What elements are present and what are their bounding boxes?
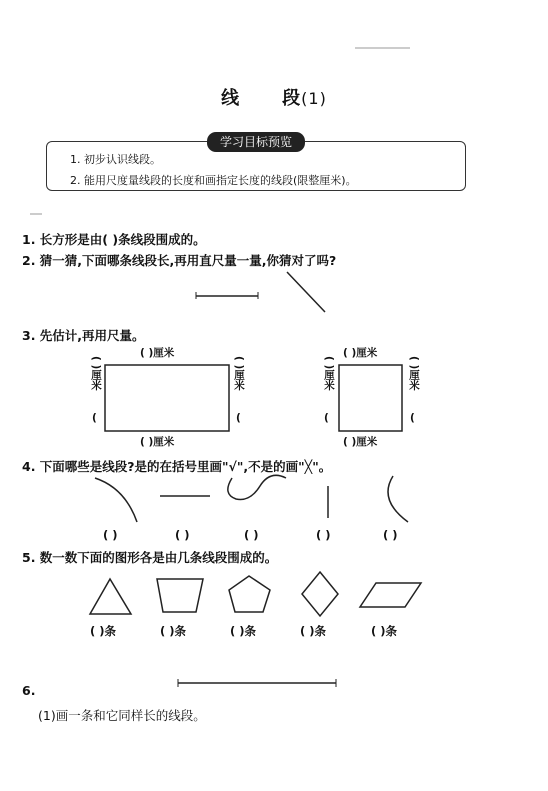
answer-blank-4e[interactable]: ( ) [383, 528, 398, 542]
rect-bottom-label: ( )厘米 [140, 436, 175, 448]
square-left-label: ( )厘米 [323, 356, 335, 391]
square-bottom-label: ( )厘米 [343, 436, 378, 448]
answer-blank-4b[interactable]: ( ) [175, 528, 190, 542]
title-number: (1) [301, 89, 327, 108]
q5-pentagon [229, 576, 270, 612]
answer-blank-4a[interactable]: ( ) [103, 528, 118, 542]
question-6-number: 6. [22, 683, 36, 698]
rect-left-label: ( )厘米 [90, 356, 102, 391]
question-4: 4. 下面哪些是线段?是的在括号里画"√",不是的画"╳"。 [22, 459, 332, 474]
rect-top-label: ( )厘米 [140, 347, 175, 359]
goals-heading: 学习目标预览 [207, 132, 305, 152]
q6-reference-segment [178, 679, 336, 687]
q4-curve-c [388, 476, 408, 522]
title-main: 线 [221, 88, 241, 109]
rect-right-label: ( )厘米 [233, 356, 245, 391]
q5-parallelogram [360, 583, 421, 607]
q2-slanted-segment [287, 272, 325, 312]
question-6-part-1: (1)画一条和它同样长的线段。 [38, 708, 206, 723]
question-3: 3. 先估计,再用尺量。 [22, 328, 145, 343]
answer-blank-5a[interactable]: ( )条 [90, 624, 117, 638]
square-top-label: ( )厘米 [343, 347, 378, 359]
answer-blank-4d[interactable]: ( ) [316, 528, 331, 542]
goal-item-2: 2. 能用尺度量线段的长度和画指定长度的线段(限整厘米)。 [70, 174, 357, 187]
goal-item-1: 1. 初步认识线段。 [70, 153, 161, 166]
square-left-paren: ( [324, 412, 329, 424]
q5-triangle [90, 579, 131, 614]
q5-trapezoid [157, 579, 203, 612]
answer-blank-5b[interactable]: ( )条 [160, 624, 187, 638]
q4-curve-arc [95, 478, 137, 522]
square-right-paren: ( [410, 412, 415, 424]
rect-left-paren: ( [92, 412, 97, 424]
square-right-label: ( )厘米 [408, 356, 420, 391]
rect-right-paren: ( [236, 412, 241, 424]
q3-square [339, 365, 402, 431]
title-sub: 段 [282, 88, 302, 109]
answer-blank-5e[interactable]: ( )条 [371, 624, 398, 638]
answer-blank-5d[interactable]: ( )条 [300, 624, 327, 638]
q4-wave-curve [228, 475, 286, 499]
answer-blank-5c[interactable]: ( )条 [230, 624, 257, 638]
question-1: 1. 长方形是由( )条线段围成的。 [22, 232, 206, 247]
question-5: 5. 数一数下面的图形各是由几条线段围成的。 [22, 550, 278, 565]
question-2: 2. 猜一猜,下面哪条线段长,再用直尺量一量,你猜对了吗? [22, 253, 337, 268]
q5-diamond [302, 572, 338, 616]
q2-horizontal-segment [196, 292, 258, 299]
q3-rectangle [105, 365, 229, 431]
answer-blank-4c[interactable]: ( ) [244, 528, 259, 542]
